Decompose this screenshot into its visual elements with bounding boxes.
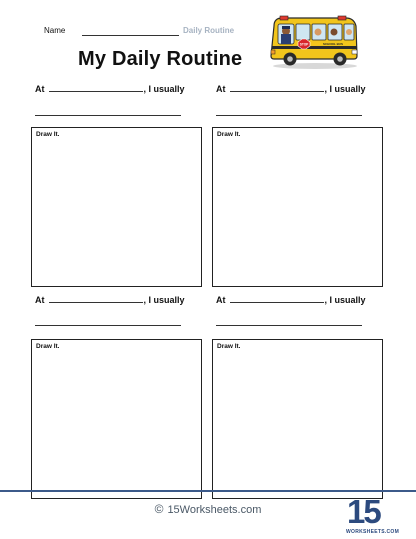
time-blank[interactable] (230, 84, 324, 92)
school-bus-illustration (268, 12, 360, 70)
answer-line-3[interactable] (35, 325, 181, 326)
draw-label: Draw It. (36, 131, 60, 138)
prompt-suffix-label: , I usually (324, 295, 366, 305)
page-title: My Daily Routine (78, 48, 243, 70)
copyright-icon: © (154, 502, 164, 516)
prompt-3 (35, 295, 185, 305)
answer-line-1[interactable] (35, 115, 181, 116)
prompt-suffix-label: , I usually (324, 84, 366, 94)
prompt-at-label: At (216, 84, 226, 94)
prompt-at-label: At (216, 295, 226, 305)
prompt-at-label: At (35, 84, 45, 94)
logo-number: 15 (347, 493, 380, 530)
prompt-4 (216, 295, 366, 305)
logo-text: WORKSHEETS.COM (346, 529, 400, 535)
prompt-at-label: At (35, 295, 45, 305)
draw-box-1[interactable] (31, 127, 202, 287)
prompt-suffix-label: , I usually (143, 295, 185, 305)
time-blank[interactable] (49, 295, 143, 303)
prompt-2 (216, 84, 366, 94)
draw-box-3[interactable] (31, 339, 202, 499)
draw-label: Draw It. (217, 131, 241, 138)
name-label: Name (44, 26, 66, 35)
draw-label: Draw It. (217, 343, 241, 350)
time-blank[interactable] (49, 84, 143, 92)
answer-line-4[interactable] (216, 325, 362, 326)
bus-sign-text: SCHOOL BUS (323, 42, 343, 46)
prompt-1 (35, 84, 185, 94)
worksheet-tag: Daily Routine (183, 26, 235, 35)
time-blank[interactable] (230, 295, 324, 303)
name-line (82, 35, 179, 36)
draw-label: Draw It. (36, 343, 60, 350)
footer-rule (0, 490, 416, 492)
brand-logo (346, 493, 400, 536)
answer-line-2[interactable] (216, 115, 362, 116)
draw-box-4[interactable] (212, 339, 383, 499)
stop-sign-text: STOP (299, 42, 309, 47)
draw-box-2[interactable] (212, 127, 383, 287)
prompt-suffix-label: , I usually (143, 84, 185, 94)
footer-site-link[interactable]: 15Worksheets.com (167, 504, 262, 516)
